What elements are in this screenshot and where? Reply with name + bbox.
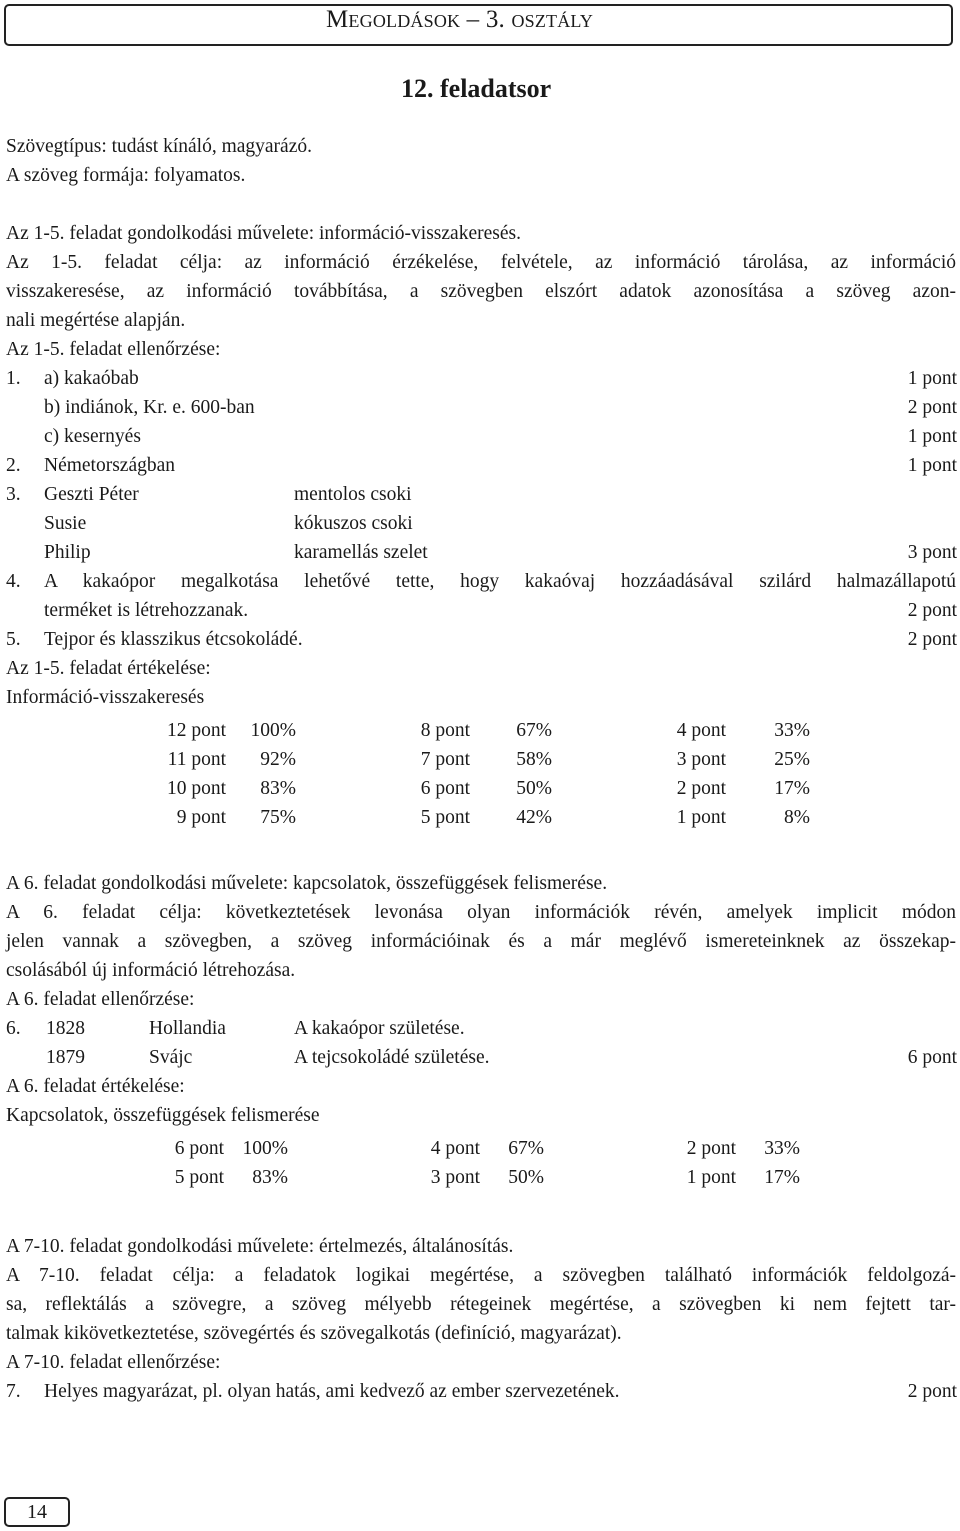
s3-check-title: A 7-10. feladat ellenőrzése: xyxy=(6,1352,221,1373)
score-percent: 92% xyxy=(260,749,296,770)
score-points: 1 pont xyxy=(676,807,726,828)
answer-text: a) kakaóbab xyxy=(44,368,139,389)
s1-goal-line: visszakeresése, az információ továbbítása, a szövegben elszórt adatok azonosítása a szöveg azon- xyxy=(6,281,956,302)
score-percent: 100% xyxy=(250,720,296,741)
sheet-title: 12. feladatsor xyxy=(401,74,552,103)
text-form-line: A szöveg formája: folyamatos. xyxy=(6,165,246,186)
score-points: 2 pont xyxy=(676,778,726,799)
s1-operation: Az 1-5. feladat gondolkodási művelete: információ-visszakeresés. xyxy=(6,223,521,244)
s2-goal-line: csolásából új információ létrehozása. xyxy=(6,960,296,981)
header-title-dash: – 3. xyxy=(460,6,512,33)
answer-text: b) indiánok, Kr. e. 600-ban xyxy=(44,397,255,418)
q6-place: Hollandia xyxy=(149,1018,226,1039)
score-percent: 42% xyxy=(516,807,552,828)
score-percent: 25% xyxy=(774,749,810,770)
score-percent: 50% xyxy=(516,778,552,799)
score-points: 3 pont xyxy=(676,749,726,770)
answer-points: 2 pont xyxy=(907,629,957,650)
answer-number: 7. xyxy=(6,1381,21,1402)
q3-item: kókuszos csoki xyxy=(294,513,413,534)
s2-check-title: A 6. feladat ellenőrzése: xyxy=(6,989,195,1010)
score-percent: 100% xyxy=(242,1138,288,1159)
s3-goal-line: talmak kikövetkeztetése, szövegértés és szövegalkotás (definíció, magyarázat). xyxy=(6,1323,622,1344)
q3-item: mentolos csoki xyxy=(294,484,412,505)
answer-points: 3 pont xyxy=(907,542,957,563)
answer-text: Tejpor és klasszikus étcsokoládé. xyxy=(44,629,303,650)
s1-eval-title: Az 1-5. feladat értékelése: xyxy=(6,658,211,679)
score-points: 10 pont xyxy=(166,778,226,799)
q3-name: Geszti Péter xyxy=(44,484,139,505)
score-points: 6 pont xyxy=(420,778,470,799)
header-title xyxy=(326,6,593,34)
s3-goal-line: sa, reflektálás a szövegre, a szöveg mélyebb rétegeinek megértése, a szövegben ki nem fejtett tar- xyxy=(6,1294,956,1315)
score-points: 2 pont xyxy=(686,1138,736,1159)
s3-operation: A 7-10. feladat gondolkodási művelete: értelmezés, általánosítás. xyxy=(6,1236,514,1257)
text-type-line: Szövegtípus: tudást kínáló, magyarázó. xyxy=(6,136,312,157)
header-title-end: osztály xyxy=(511,6,594,33)
score-points: 7 pont xyxy=(420,749,470,770)
q4-text-line: A kakaópor megalkotása lehetővé tette, hogy kakaóvaj hozzáadásával szilárd halmazállapotú xyxy=(44,571,956,592)
answer-text: Helyes magyarázat, pl. olyan hatás, ami kedvező az ember szervezetének. xyxy=(44,1381,620,1402)
score-percent: 83% xyxy=(252,1167,288,1188)
score-points: 5 pont xyxy=(420,807,470,828)
score-percent: 58% xyxy=(516,749,552,770)
q3-item: karamellás szelet xyxy=(294,542,428,563)
q6-year: 1828 xyxy=(46,1018,85,1039)
answer-number: 6. xyxy=(6,1018,21,1039)
score-percent: 17% xyxy=(764,1167,800,1188)
answer-points: 1 pont xyxy=(907,368,957,389)
s2-eval-title: A 6. feladat értékelése: xyxy=(6,1076,185,1097)
q6-place: Svájc xyxy=(149,1047,193,1068)
score-points: 9 pont xyxy=(176,807,226,828)
q3-name: Susie xyxy=(44,513,87,534)
score-percent: 67% xyxy=(516,720,552,741)
s2-goal-line: jelen vannak a szövegben, a szöveg információinak és a már meglévő ismereteinknek az összekap- xyxy=(6,931,956,952)
s1-goal-line: Az 1-5. feladat célja: az információ érzékelése, felvétele, az információ tárolása, az információ xyxy=(6,252,956,273)
score-percent: 75% xyxy=(260,807,296,828)
answer-points: 2 pont xyxy=(907,1381,957,1402)
answer-points: 1 pont xyxy=(907,455,957,476)
score-points: 12 pont xyxy=(166,720,226,741)
score-percent: 17% xyxy=(774,778,810,799)
s3-goal-line: A 7-10. feladat célja: a feladatok logikai megértése, a szövegben található információk feldolgozá- xyxy=(6,1265,956,1286)
score-percent: 33% xyxy=(764,1138,800,1159)
score-percent: 67% xyxy=(508,1138,544,1159)
score-percent: 8% xyxy=(784,807,810,828)
answer-points: 6 pont xyxy=(907,1047,957,1068)
page-number: 14 xyxy=(4,1497,70,1527)
answer-number: 4. xyxy=(6,571,21,592)
s2-goal-line: A 6. feladat célja: következtetések levonása olyan információk révén, amelyek implicit módon xyxy=(6,902,956,923)
answer-points: 2 pont xyxy=(907,600,957,621)
answer-number: 5. xyxy=(6,629,21,650)
score-percent: 83% xyxy=(260,778,296,799)
score-points: 4 pont xyxy=(430,1138,480,1159)
s1-eval-subtitle: Információ-visszakeresés xyxy=(6,687,205,708)
q6-event: A tejcsokoládé születése. xyxy=(294,1047,490,1068)
score-points: 11 pont xyxy=(167,749,226,770)
score-percent: 50% xyxy=(508,1167,544,1188)
s1-check-title: Az 1-5. feladat ellenőrzése: xyxy=(6,339,221,360)
answer-text: c) kesernyés xyxy=(44,426,141,447)
s1-goal-line: nali megértése alapján. xyxy=(6,310,186,331)
score-points: 5 pont xyxy=(174,1167,224,1188)
answer-number: 3. xyxy=(6,484,21,505)
q6-event: A kakaópor születése. xyxy=(294,1018,465,1039)
score-percent: 33% xyxy=(774,720,810,741)
answer-number: 2. xyxy=(6,455,21,476)
s2-eval-subtitle: Kapcsolatok, összefüggések felismerése xyxy=(6,1105,320,1126)
q3-name: Philip xyxy=(44,542,91,563)
header-title-main: Megoldások xyxy=(326,6,461,33)
answer-text: Németországban xyxy=(44,455,176,476)
answer-points: 2 pont xyxy=(907,397,957,418)
s2-operation: A 6. feladat gondolkodási művelete: kapcsolatok, összefüggések felismerése. xyxy=(6,873,608,894)
score-points: 1 pont xyxy=(686,1167,736,1188)
score-points: 4 pont xyxy=(676,720,726,741)
q4-text-line: terméket is létrehozzanak. xyxy=(44,600,249,621)
score-points: 8 pont xyxy=(420,720,470,741)
q6-year: 1879 xyxy=(46,1047,85,1068)
score-points: 6 pont xyxy=(174,1138,224,1159)
score-points: 3 pont xyxy=(430,1167,480,1188)
answer-points: 1 pont xyxy=(907,426,957,447)
answer-number: 1. xyxy=(6,368,21,389)
